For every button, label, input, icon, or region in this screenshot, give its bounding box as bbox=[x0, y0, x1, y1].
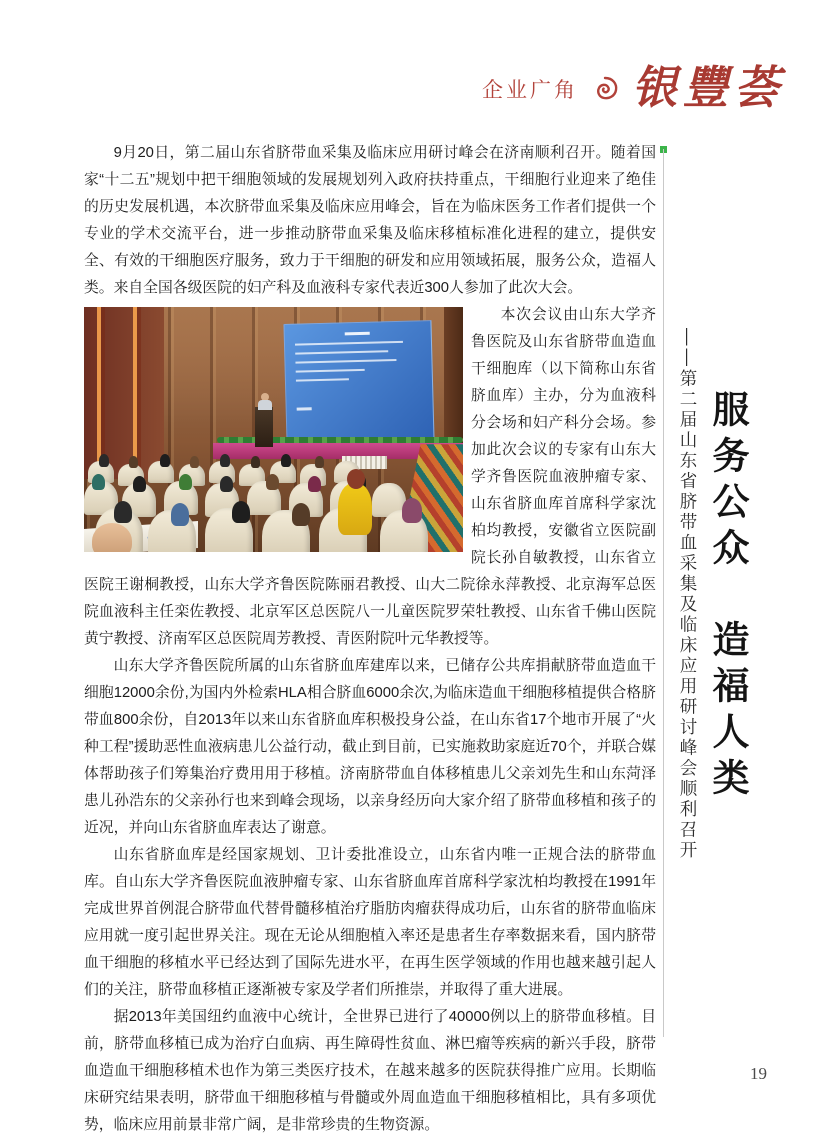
paragraph-3: 山东大学齐鲁医院所属的山东省脐血库建库以来，已储存公共库捐献脐带血造血干细胞12000余份,为国内外检索HLA相合脐血6000余次,为临床造血干细胞移植提供合格脐带血800余份，自2013年以来山东省脐血库积极投身公益，在山东省17个地市开展了“火种工程”援助恶性血液病患儿公益行动，截止到目前，已实施救助家庭近70个，并联合媒体帮助孩子们筹集治疗费用用于移植。济南脐带血自体移植患儿父亲刘先生和山东菏泽患儿孙浩东的父亲孙行也来到峰会现场，以亲身经历向大家介绍了脐带血移植和孩子的近况，并向山东省脐血库表达了谢意。 bbox=[84, 658, 656, 836]
page-number: 19 bbox=[750, 1064, 767, 1083]
section-label: 企业广角 bbox=[481, 78, 578, 102]
brand-calligraphy: 银豐荟 bbox=[631, 63, 785, 113]
paragraph-2: 本次会议由山东大学齐鲁医院及山东省脐带血造血干细胞库（以下简称山东省脐血库）主办，分为血液科分会场和妇产科分会场。参加此次会议的专家有山东大学齐鲁医院血液肿瘤专家、山东省脐血库首席科学家沈柏均教授，安徽省立医院副院长孙自敏教授，山东省立医院王谢桐教授，山东大学齐鲁医院陈丽君教授、山大二院徐永萍教授、北京海军总医院血液科主任栾佐教授、北京军区总医院八一儿童医院罗荣牡教授、山东省千佛山医院黄宁教授、济南军区总医院周芳教授、青医附院叶元华教授等。 bbox=[84, 307, 656, 647]
paragraph-4: 山东省脐血库是经国家规划、卫计委批准设立，山东省内唯一正规合法的脐带血库。自山东大学齐鲁医院血液肿瘤专家、山东省脐血库首席科学家沈柏均教授在1991年完成世界首例混合脐带血代替骨髓移植治疗脂肪肉瘤获得成功后，山东省的脐带血临床应用就一度引起世界关注。现在无论从细胞植入率还是患者生存率数据来看，国内脐带血干细胞的移植水平已经达到了国际先进水平，在再生医学领域的作用也越来越引起人们的关注，脐带血移植正逐渐被专家及学者们所推崇，并取得了重大进展。 bbox=[84, 847, 656, 998]
page-header bbox=[481, 63, 785, 113]
conference-photo bbox=[84, 307, 463, 552]
paragraph-5: 据2013年美国纽约血液中心统计，全世界已进行了40000例以上的脐带血移植。目前，脐带血移植已成为治疗白血病、再生障碍性贫血、淋巴瘤等疾病的新兴手段，脐带血造血干细胞移植术也作为第三类医疗技术，在越来越多的医院获得推广应用。长期临床研究结果表明，脐带血干细胞移植与骨髓或外周血造血干细胞移植相比，具有多项优势，临床应用前景非常广阔，是非常珍贵的生物资源。 bbox=[84, 1009, 656, 1133]
yellow-shirt-attendee bbox=[338, 483, 372, 535]
sidebar-title: 服务公众 造福人类 bbox=[706, 390, 747, 804]
audience bbox=[84, 307, 463, 552]
article-body bbox=[84, 140, 656, 1139]
sidebar-subtitle: ——第二届山东省脐带血采集及临床应用研讨峰会顺利召开 bbox=[678, 328, 698, 861]
swirl-icon bbox=[590, 74, 620, 104]
vertical-divider bbox=[663, 149, 664, 1037]
foreground-attendee bbox=[92, 523, 132, 552]
paragraph-1: 9月20日，第二届山东省脐带血采集及临床应用研讨峰会在济南顺利召开。随着国家“十二五”规划中把干细胞领域的发展规划列入政府扶持重点，干细胞行业迎来了绝佳的历史发展机遇，本次脐带血采集及临床应用峰会，旨在为临床医务工作者们提供一个专业的学术交流平台，进一步推动脐带血采集及临床移植标准化进程的建立，提供安全、有效的干细胞医疗服务，致力于干细胞的研发和应用领域拓展，服务公众，造福人类。来自全国各级医院的妇产科及血液科专家代表近300人参加了此次大会。 bbox=[84, 145, 656, 296]
